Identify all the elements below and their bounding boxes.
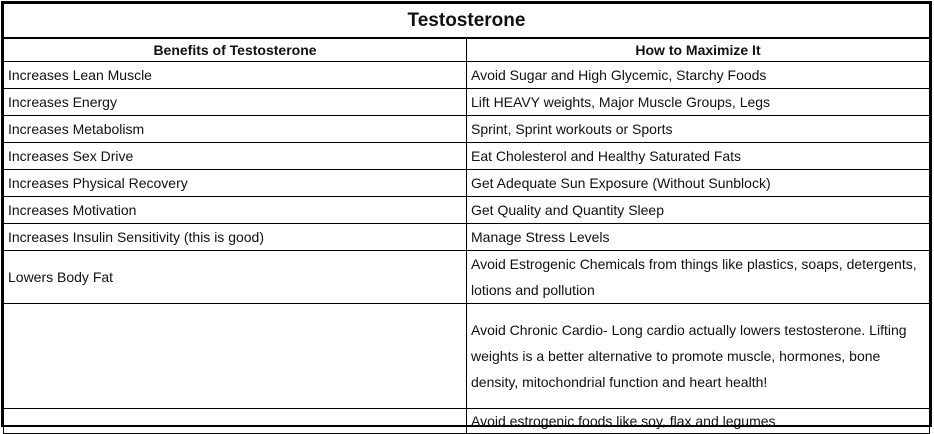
benefit-cell bbox=[4, 409, 467, 434]
header-row bbox=[4, 38, 930, 62]
method-cell: Manage Stress Levels bbox=[467, 224, 930, 251]
benefit-cell: Increases Metabolism bbox=[4, 116, 467, 143]
benefit-cell: Increases Motivation bbox=[4, 197, 467, 224]
table-row bbox=[4, 89, 930, 116]
testosterone-table-sheet bbox=[1, 1, 932, 427]
table-row bbox=[4, 409, 930, 434]
table-row bbox=[4, 304, 930, 409]
table-title: Testosterone bbox=[4, 4, 930, 39]
benefit-cell: Increases Lean Muscle bbox=[4, 62, 467, 89]
table-row bbox=[4, 251, 930, 304]
table-row bbox=[4, 224, 930, 251]
testosterone-table bbox=[3, 3, 930, 434]
method-cell: Avoid Chronic Cardio- Long cardio actually lowers testosterone. Lifting weights is a better alternative to promote muscle, hormones, bone density, mitochondrial function and heart health! bbox=[467, 304, 930, 409]
benefit-cell: Increases Insulin Sensitivity (this is good) bbox=[4, 224, 467, 251]
method-cell: Lift HEAVY weights, Major Muscle Groups, Legs bbox=[467, 89, 930, 116]
table-row bbox=[4, 62, 930, 89]
method-cell: Get Adequate Sun Exposure (Without Sunblock) bbox=[467, 170, 930, 197]
benefit-cell: Lowers Body Fat bbox=[4, 251, 467, 304]
method-cell: Avoid Sugar and High Glycemic, Starchy Foods bbox=[467, 62, 930, 89]
method-cell: Avoid Estrogenic Chemicals from things like plastics, soaps, detergents, lotions and pollution bbox=[467, 251, 930, 304]
benefit-cell bbox=[4, 304, 467, 409]
method-cell: Avoid estrogenic foods like soy, flax and legumes bbox=[467, 409, 930, 434]
method-cell: Sprint, Sprint workouts or Sports bbox=[467, 116, 930, 143]
table-row bbox=[4, 116, 930, 143]
table-row bbox=[4, 197, 930, 224]
header-maximize: How to Maximize It bbox=[467, 38, 930, 62]
benefit-cell: Increases Sex Drive bbox=[4, 143, 467, 170]
method-cell: Get Quality and Quantity Sleep bbox=[467, 197, 930, 224]
benefit-cell: Increases Physical Recovery bbox=[4, 170, 467, 197]
benefit-cell: Increases Energy bbox=[4, 89, 467, 116]
header-benefits: Benefits of Testosterone bbox=[4, 38, 467, 62]
title-row bbox=[4, 4, 930, 39]
table-row bbox=[4, 143, 930, 170]
table-row bbox=[4, 170, 930, 197]
method-cell: Eat Cholesterol and Healthy Saturated Fats bbox=[467, 143, 930, 170]
